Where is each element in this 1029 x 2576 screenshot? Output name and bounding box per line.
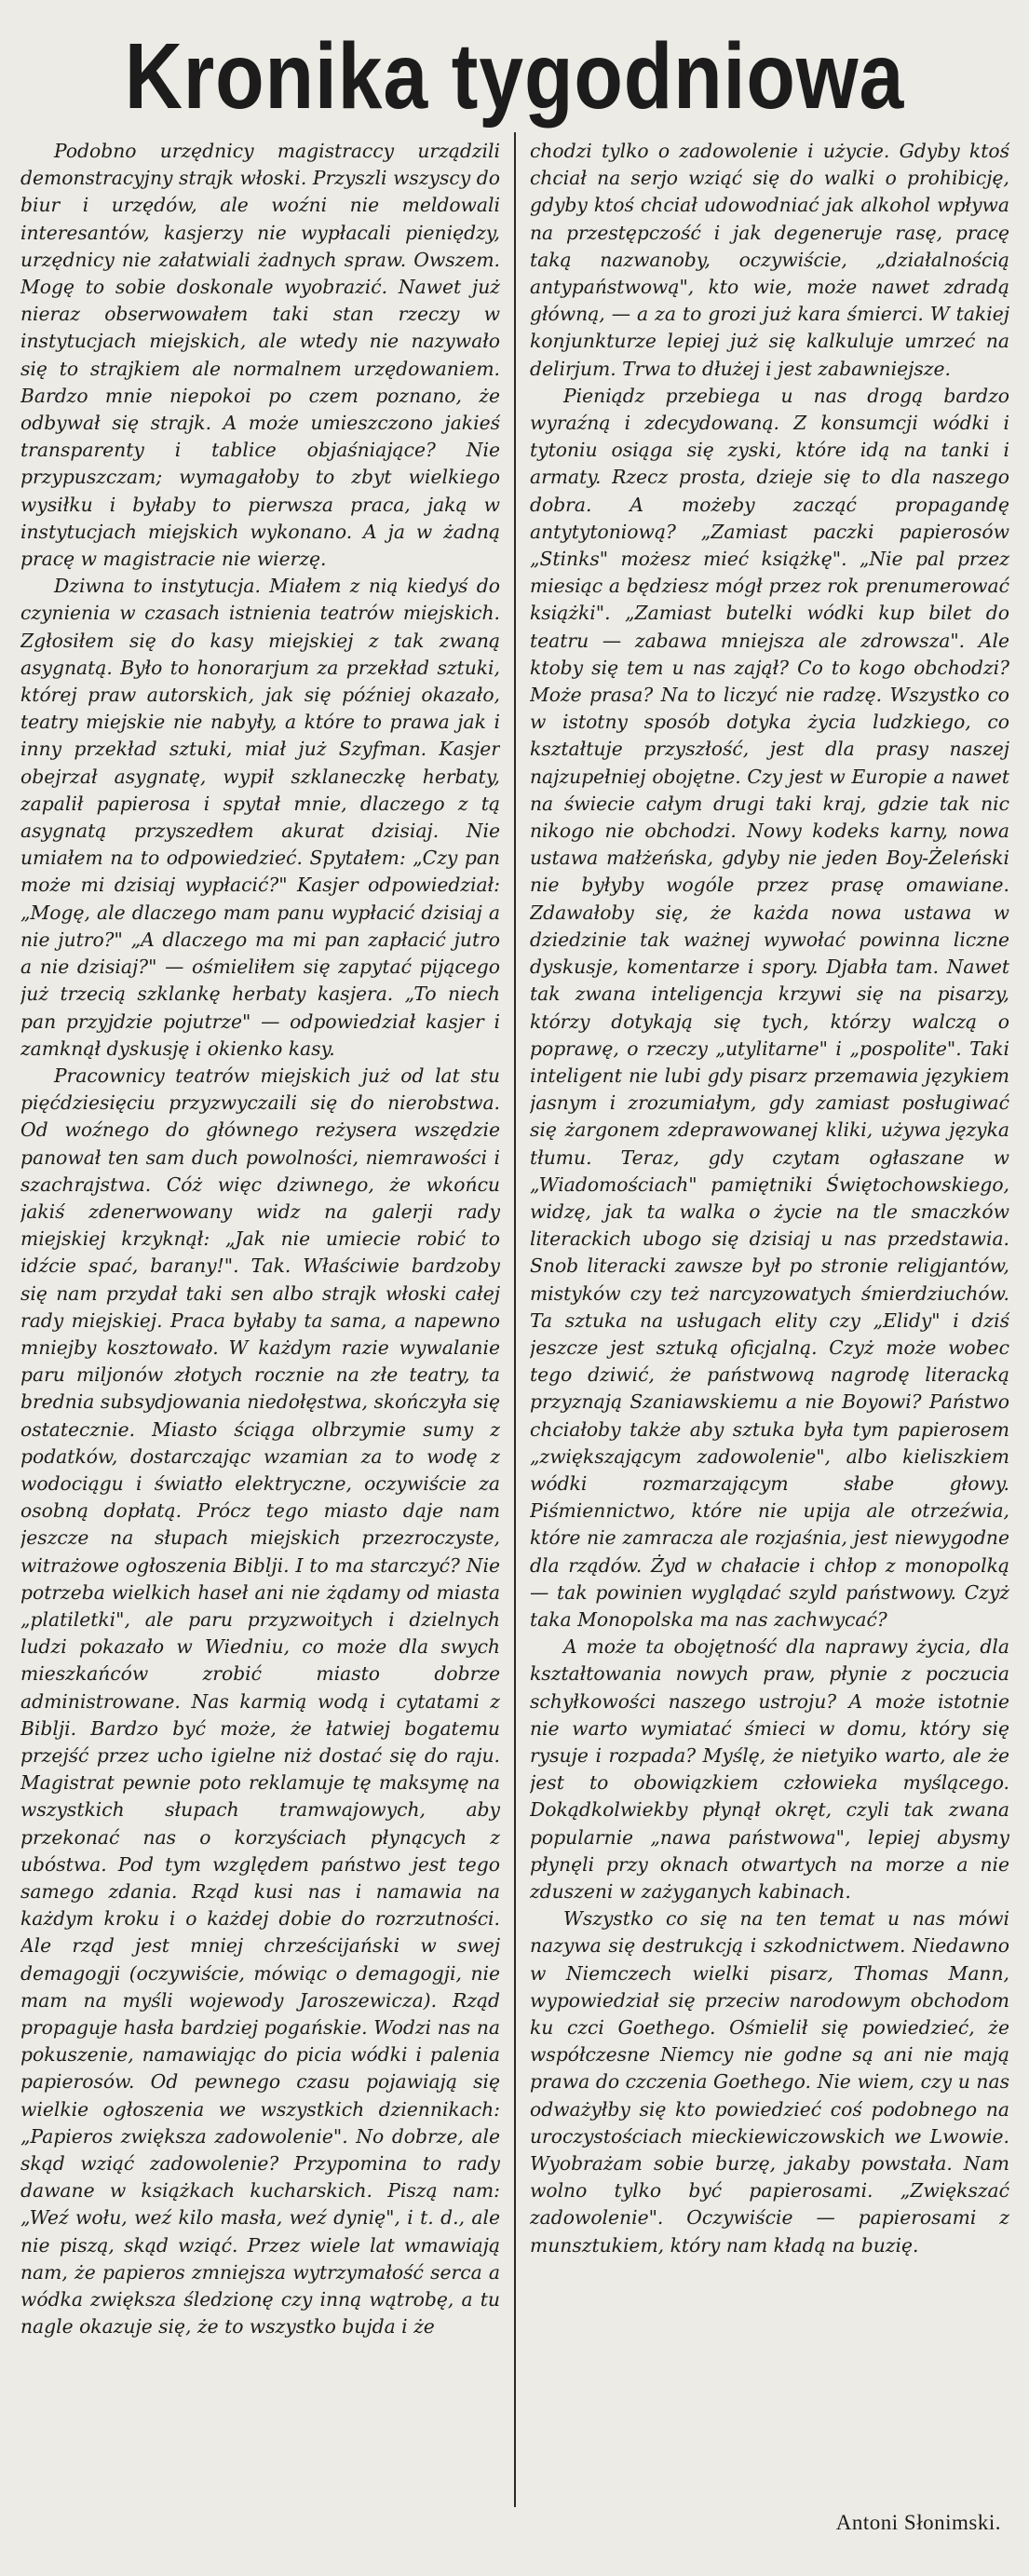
paragraph-continued: chodzi tylko o zadowolenie i użycie. Gdyby ktoś chciał na serjo wziąć się do walki o prohibicję, gdyby ktoś chciał udowodniać jak alkohol wpływa na przestępczość i jak degeneruje rasę, pracę taką nazwanoby, oczywiście, „działalnością antypaństwową", kto wie, może nawet zdradą główną, — a za to grozi już kara śmierci. W takiej konjunkturze lepiej już się kalkuluje umrzeć na delirjum. Trwa to dłużej i jest zabawniejsze. <box>530 140 1009 380</box>
article-headline: Kronika tygodniowa <box>124 24 905 129</box>
column-divider <box>514 132 516 2507</box>
right-column <box>530 138 1009 2503</box>
article-body <box>20 138 1009 2503</box>
paragraph: Podobno urzędnicy magistraccy urządzili demonstracyjny strajk włoski. Przyszli wszyscy do biur i urzędów, ale woźni nie meldowali interesantów, kasjerzy nie wypłacali pieniędzy, urzędnicy nie załatwiali żadnych spraw. Owszem. Mogę to sobie doskonale wyobrazić. Nawet już nieraz obserwowałem taki stan rzeczy w instytucjach miejskich, ale wtedy nie nazywało się to strajkiem ale normalnem urzędowaniem. Bardzo mnie niepokoi po czem poznano, że odbywał się strajk. A może umieszczono jakieś transparenty i tablice objaśniające? Nie przypuszczam; wymagałoby to zbyt wielkiego wysiłku i byłaby to pierwsza praca, jaką w instytucjach miejskich wykonano. A ja w żadną pracę w magistracie nie wierzę. <box>20 140 500 571</box>
paragraph: Pieniądz przebiega u nas drogą bardzo wyraźną i zdecydowaną. Z konsumcji wódki i tytoniu osiąga się zyski, które idą na tanki i armaty. Rzecz prosta, dzieje się to dla naszego dobra. A możeby zacząć propagandę antytytoniową? „Zamiast paczki papierosów „Stinks" możesz mieć książkę". „Nie pal przez miesiąc a będziesz mógł przez rok prenumerować książki". „Zamiast butelki wódki kup bilet do teatru — zabawa mniejsza ale zdrowsza". Ale ktoby się tem u nas zajął? Co to kogo obchodzi? Może prasa? Na to liczyć nie radzę. Wszystko co w istotny sposób dotyka życia ludzkiego, co kształtuje przyszłość, jest dla prasy naszej najzupełniej obojętne. Czy jest w Europie a nawet na świecie całym drugi taki kraj, gdzie tak nic nikogo nie obchodzi. Nowy kodeks karny, nowa ustawa małżeńska, gdyby nie jeden Boy-Żeleński nie byłyby wogóle przez prasę omawiane. Zdawałoby się, że każda nowa ustawa w dziedzinie tak ważnej wywołać powinna liczne dyskusje, komentarze i spory. Djabła tam. Nawet tak zwana inteligencja krzywi się na pisarzy, którzy dotykają się tych, którzy walczą o poprawę, o rzeczy „utylitarne" i „pospolite". Taki inteligent nie lubi gdy pisarz przemawia językiem jasnym i zrozumiałym, gdy zamiast posługiwać się żargonem zdeprawowanej kliki, używa języka tłumu. Teraz, gdy czytam ogłaszane w „Wiadomościach" pamiętniki Świętochowskiego, widzę, jak ta walka o życie na tle smaczków literackich ubogo się dzisiaj u nas przedstawia. Snob literacki zawsze był po stronie religjantów, mistyków czy też narcyzowatych śmierdziuchów. Ta sztuka na usługach elity czy „Elidy" i dziś jeszcze jest sztuką oficjalną. Czyż może wobec tego dziwić, że państwową nagrodę literacką przyznają Szaniawskiemu a nie Boyowi? Państwo chciałoby także aby sztuka była tym papierosem „zwiększającym zadowolenie", albo kieliszkiem wódki rozmarzającym słabe głowy. Piśmiennictwo, które nie upija ale otrzeźwia, które nie zamracza ale rozjaśnia, jest niewygodne dla rządów. Żyd w chałacie i chłop z monopolką — tak powinien wyglądać szyld państwowy. Czyż taka Monopolska ma nas zachwycać? <box>530 384 1009 1631</box>
left-column <box>20 138 500 2503</box>
author-signature: Antoni Słonimski. <box>835 2511 1001 2534</box>
paragraph: Wszystko co się na ten temat u nas mówi nazywa się destrukcją i szkodnictwem. Niedawno w Niemczech wielki pisarz, Thomas Mann, wypowiedział się przeciw narodowym obchodom ku czci Goethego. Ośmielił się powiedzieć, że współczesne Niemcy nie godne są ani nie mają prawa do czczenia Goethego. Nie wiem, czy u nas odważyłby się kto powiedzieć coś podobnego na uroczystościach mieckiewiczowskich we Lwowie. Wyobrażam sobie burzę, jakaby powstała. Nam wolno tylko być papierosami. „Zwiększać zadowolenie". Oczywiście — papierosami z munsztukiem, który nam kładą na buzię. <box>530 1907 1009 2257</box>
paragraph: A może ta obojętność dla naprawy życia, dla kształtowania nowych praw, płynie z poczucia schyłkowości naszego ustroju? A może istotnie nie warto wymiatać śmieci w domu, który się rysuje i rozpada? Myślę, że nietyiko warto, ale że jest to obowiązkiem człowieka myślącego. Dokądkolwiekby płynął okręt, czyli tak zwana popularnie „nawa państwowa", lepiej abysmy płynęli przy oknach otwartych na morze a nie zduszeni w zażyganych kabinach. <box>530 1635 1009 1903</box>
paragraph: Pracownicy teatrów miejskich już od lat stu pięćdziesięciu przyzwyczaili się do nierobstwa. Od woźnego do głównego reżysera wszędzie panował ten sam duch powolności, niemrawości i szachrajstwa. Cóż więc dziwnego, że wkońcu jakiś zdenerwowany widz na galerji rady miejskiej krzyknął: „Jak nie umiecie robić to idźcie spać, barany!". Tak. Właściwie bardzoby się nam przydał taki sen albo strajk włoski całej rady miejskiej. Praca byłaby ta sama, a napewno mniejby kosztowało. W każdym razie wywalanie paru miljonów złotych rocznie na złe teatry, ta brednia subsydjowania niedołęstwa, skończyła się ostatecznie. Miasto ściąga olbrzymie sumy z podatków, dostarczając wzamian za to wodę z wodociągu i światło elektryczne, oczywiście za osobną dopłatą. Prócz tego miasto daje nam jeszcze na słupach miejskich przezroczyste, witrażowe ogłoszenia Biblji. I to ma starczyć? Nie potrzeba wielkich haseł ani nie żądamy od miasta „platiletki", ale paru przyzwoitych i dzielnych ludzi pokazało w Wiedniu, co może dla swych mieszkańców zrobić miasto dobrze administrowane. Nas karmią wodą i cytatami z Biblji. Bardzo być może, że łatwiej bogatemu przejść przez ucho igielne niż dostać się do raju. Magistrat pewnie poto reklamuje tę maksymę na wszystkich słupach tramwajowych, aby przekonać nas o korzyściach płynących z ubóstwa. Pod tym względem państwo jest tego samego zdania. Rząd kusi nas i namawia na każdym kroku i o każdej dobie do rozrzutności. Ale rząd jest mniej chrześcijański w swej demagogji (oczywiście, mówiąc o demagogji, nie mam na myśli wojewody Jaroszewicza). Rząd propaguje hasła bardziej pogańskie. Wodzi nas na pokuszenie, namawiając do picia wódki i palenia papierosów. Od pewnego czasu pojawiają się wielkie ogłoszenia we wszystkich dziennikach: „Papieros zwiększa zadowolenie". No dobrze, ale skąd wziąć zadowolenie? Przypomina to rady dawane w książkach kucharskich. Piszą nam: „Weź wołu, weź kilo masła, weź dynię", i t. d., ale nie piszą, skąd wziąć. Przez wiele lat wmawiają nam, że papieros zmniejsza wytrzymałość serca a wódka zwiększa śledzionę czy inną wątrobę, a tu nagle okazuje się, że to wszystko bujda i że <box>20 1064 500 2339</box>
paragraph: Dziwna to instytucja. Miałem z nią kiedyś do czynienia w czasach istnienia teatrów miejskich. Zgłosiłem się do kasy miejskiej z tak zwaną asygnatą. Było to honorarjum za przekład sztuki, której praw autorskich, jak się później okazało, teatry miejskie nie nabyły, a które to prawa jak i inny przekład sztuki, miał już Szyfman. Kasjer obejrzał asygnatę, wypił szklaneczkę herbaty, zapalił papierosa i spytał mnie, dlaczego z tą asygnatą przyszedłem akurat dzisiaj. Nie umiałem na to odpowiedzieć. Spytałem: „Czy pan może mi dzisiaj wypłacić?" Kasjer odpowiedział: „Mogę, ale dlaczego mam panu wypłacić dzisiaj a nie jutro?" „A dlaczego ma mi pan zapłacić jutro a nie dzisiaj?" — ośmieliłem się zapytać pijącego już trzecią szklankę herbaty kasjera. „To niech pan przyjdzie pojutrze" — odpowiedział kasjer i zamknął dyskusję i okienko kasy. <box>20 575 500 1060</box>
